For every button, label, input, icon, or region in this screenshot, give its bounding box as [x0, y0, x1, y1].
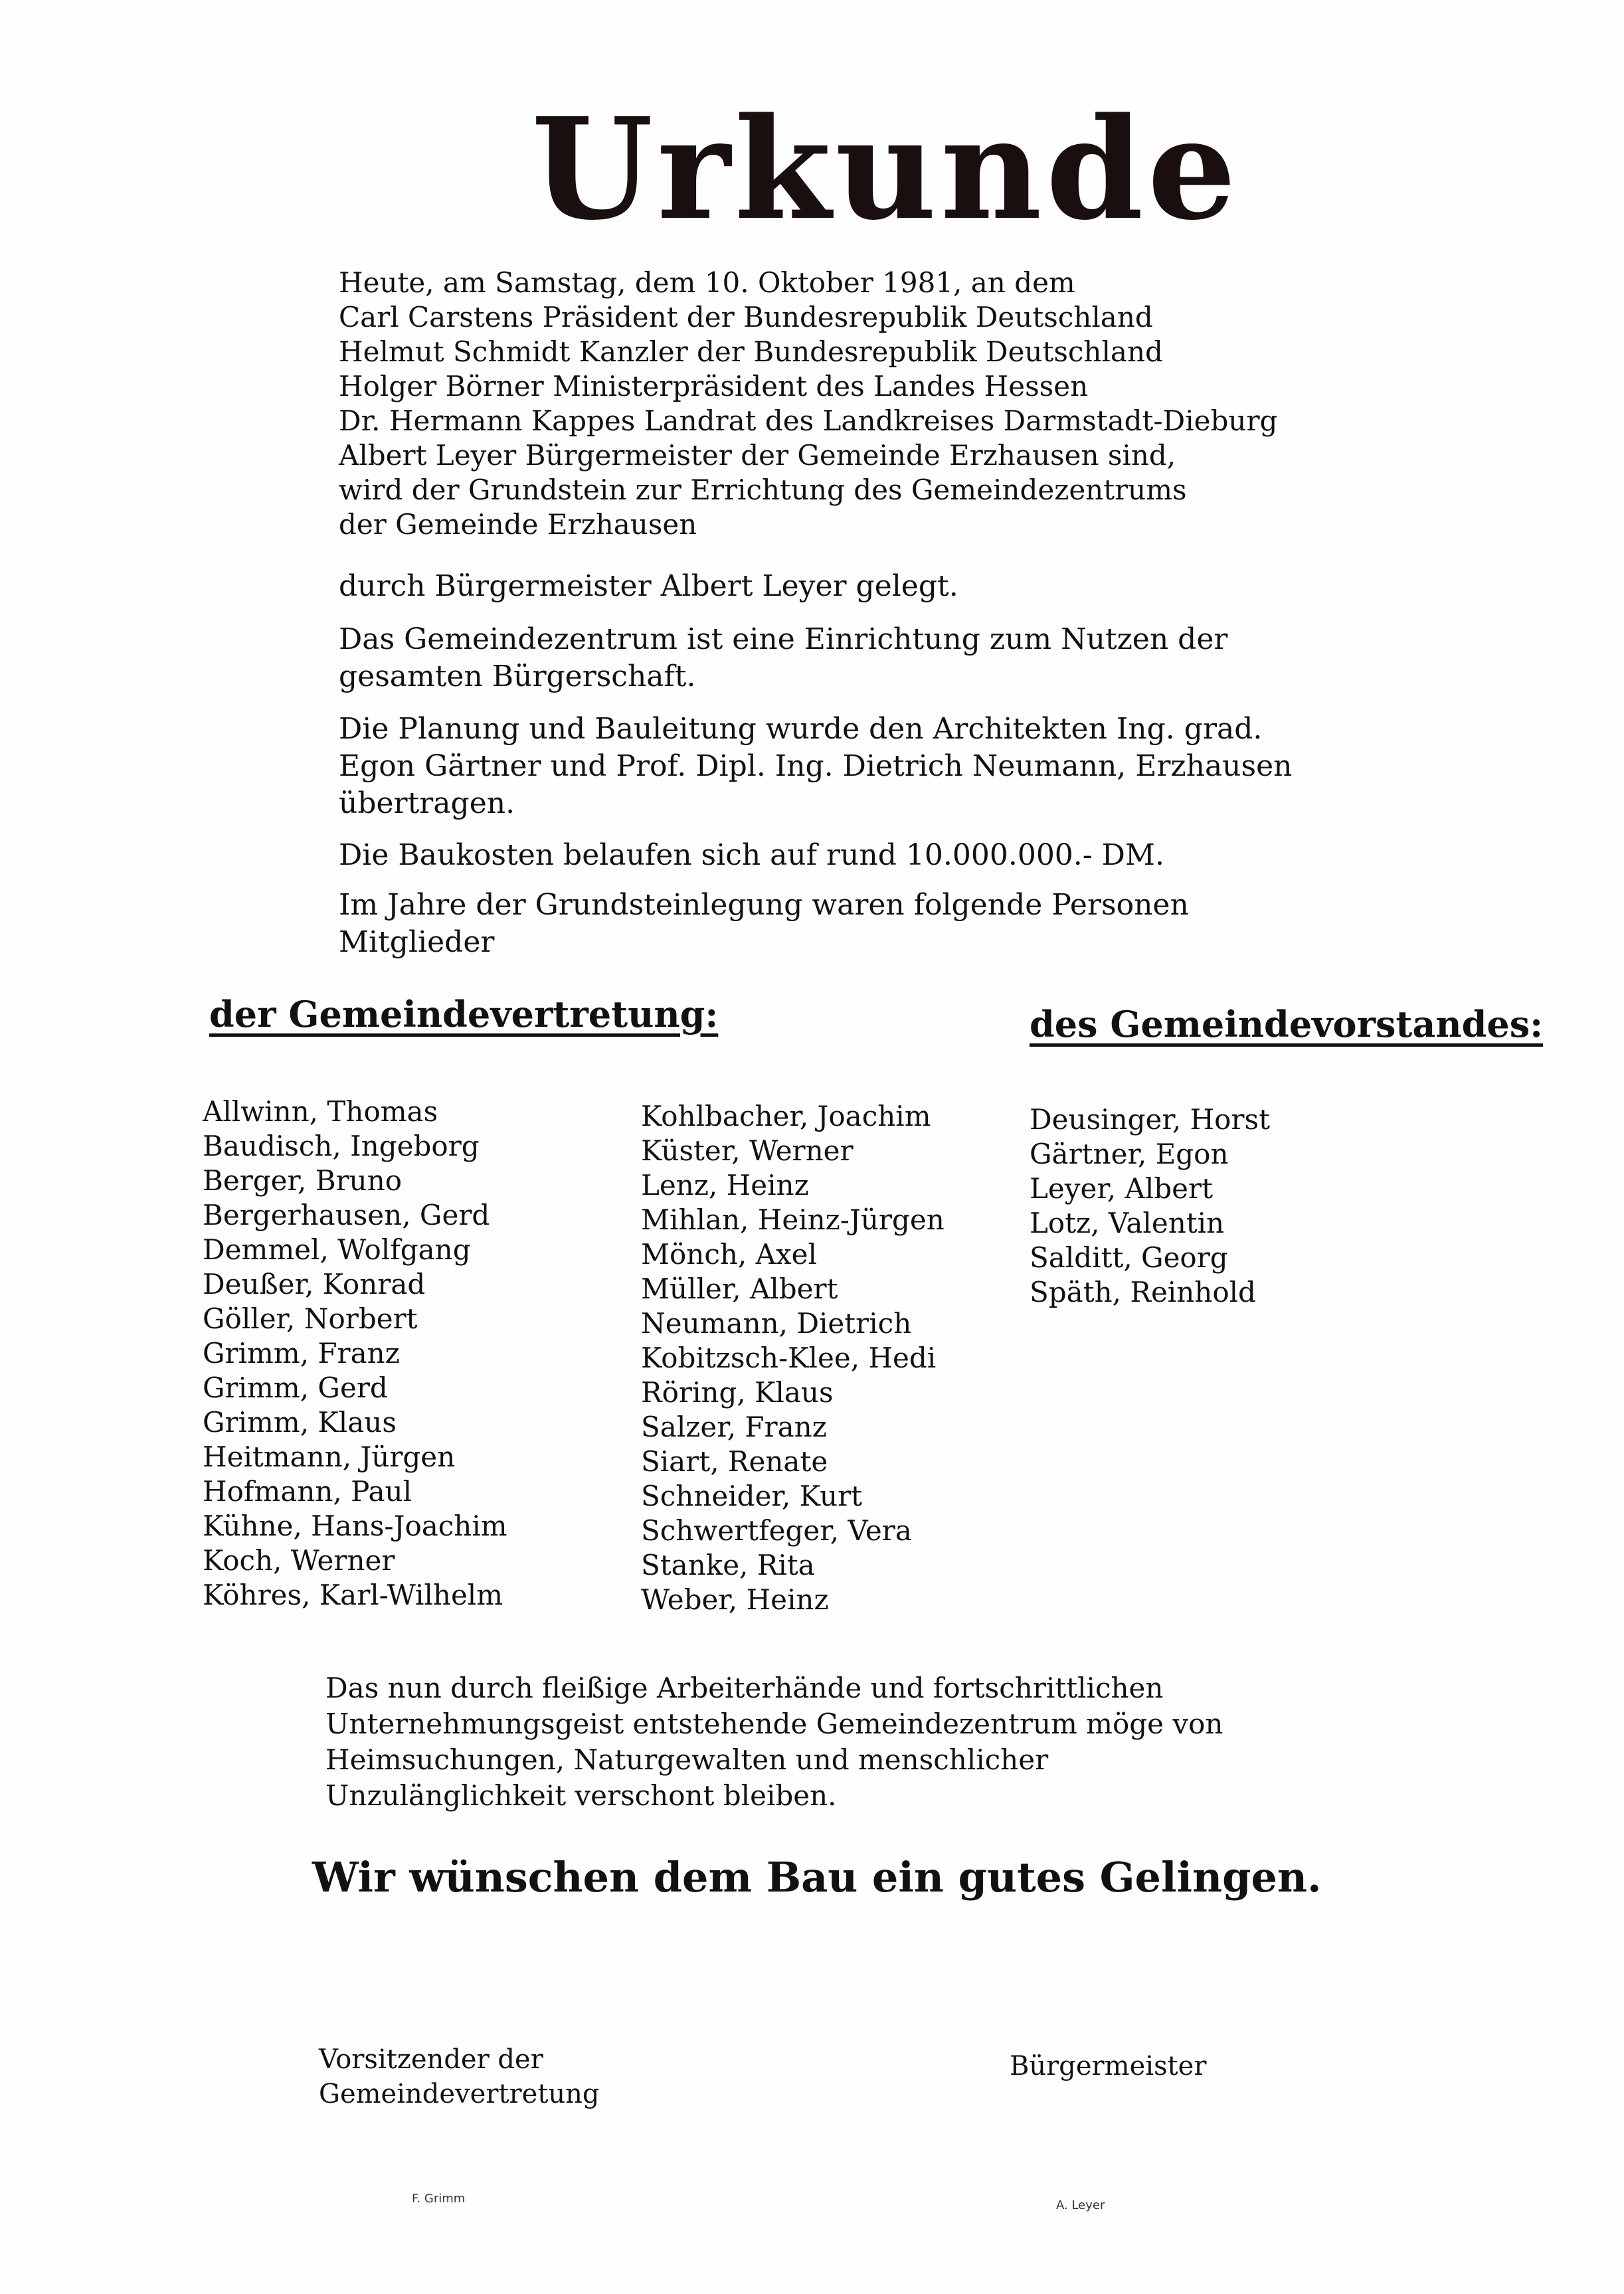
- paragraph-costs: Die Baukosten belaufen sich auf rund 10.000.000.- DM.: [339, 838, 1164, 872]
- names-column-2: [641, 1099, 945, 1617]
- signature-label-left: [319, 2042, 600, 2111]
- closing-paragraph: Das nun durch fleißige Arbeiterhände und fortschrittlichen Unternehmungsgeist entstehende Gemeindezentrum möge von Heimsuchungen, Naturgewalten und menschlicher Unzulänglichkeit verschont bleiben.: [325, 1672, 1223, 1812]
- member-name: Deußer, Konrad: [203, 1268, 426, 1300]
- member-name: Gärtner, Egon: [1030, 1138, 1229, 1170]
- member-name: Leyer, Albert: [1030, 1172, 1213, 1205]
- intro-line: Heute, am Samstag, dem 10. Oktober 1981, an dem: [339, 266, 1075, 299]
- member-name: Lotz, Valentin: [1030, 1207, 1225, 1239]
- member-name: Müller, Albert: [641, 1273, 838, 1305]
- member-name: Bergerhausen, Gerd: [203, 1199, 490, 1231]
- heading-gemeindevorstand: des Gemeindevorstandes:: [1030, 1003, 1544, 1045]
- member-name: Schwertfeger, Vera: [641, 1514, 912, 1547]
- intro-line: Albert Leyer Bürgermeister der Gemeinde Erzhausen sind,: [339, 439, 1176, 472]
- paragraph-laying: durch Bürgermeister Albert Leyer gelegt.: [339, 569, 958, 603]
- member-name: Deusinger, Horst: [1030, 1103, 1270, 1136]
- member-name: Röring, Klaus: [641, 1376, 834, 1409]
- intro-line: Carl Carstens Präsident der Bundesrepublik Deutschland: [339, 301, 1153, 333]
- member-name: Siart, Renate: [641, 1445, 828, 1478]
- document-title: Urkunde: [531, 87, 1241, 251]
- names-column-3: [1030, 1103, 1270, 1310]
- member-name: Küster, Werner: [641, 1134, 854, 1167]
- member-name: Salditt, Georg: [1030, 1241, 1228, 1274]
- member-name: Kobitzsch-Klee, Hedi: [641, 1342, 937, 1374]
- member-name: Lenz, Heinz: [641, 1169, 809, 1201]
- member-name: Schneider, Kurt: [641, 1480, 863, 1512]
- member-name: Mönch, Axel: [641, 1238, 817, 1271]
- member-name: Salzer, Franz: [641, 1411, 827, 1443]
- intro-line: Dr. Hermann Kappes Landrat des Landkreises Darmstadt-Dieburg: [339, 404, 1278, 437]
- member-name: Göller, Norbert: [203, 1302, 418, 1335]
- paragraph-purpose: Das Gemeindezentrum ist eine Einrichtung zum Nutzen der gesamten Bürgerschaft.: [339, 622, 1228, 693]
- paragraph-members: Im Jahre der Grundsteinlegung waren folgende Personen Mitglieder: [339, 888, 1189, 959]
- intro-line: Helmut Schmidt Kanzler der Bundesrepublik Deutschland: [339, 335, 1163, 368]
- member-name: Koch, Werner: [203, 1544, 395, 1577]
- member-name: Grimm, Gerd: [203, 1371, 388, 1404]
- member-name: Kohlbacher, Joachim: [641, 1100, 931, 1132]
- member-name: Kühne, Hans-Joachim: [203, 1510, 507, 1542]
- signature-label-right: Bürgermeister: [1010, 2051, 1207, 2081]
- signature-name-left: F. Grimm: [412, 2192, 466, 2206]
- member-name: Mihlan, Heinz-Jürgen: [641, 1203, 945, 1236]
- member-name: Baudisch, Ingeborg: [203, 1130, 480, 1162]
- intro-line: wird der Grundstein zur Errichtung des Gemeindezentrums: [339, 474, 1187, 506]
- member-name: Allwinn, Thomas: [203, 1095, 438, 1128]
- member-name: Grimm, Franz: [203, 1337, 400, 1369]
- member-name: Stanke, Rita: [641, 1549, 815, 1581]
- member-name: Grimm, Klaus: [203, 1406, 397, 1439]
- signature-label-left-line2: Gemeindevertretung: [319, 2079, 600, 2109]
- intro-line: der Gemeinde Erzhausen: [339, 508, 697, 541]
- names-column-1: [203, 1095, 507, 1613]
- member-name: Weber, Heinz: [641, 1583, 829, 1616]
- member-name: Köhres, Karl-Wilhelm: [203, 1579, 503, 1611]
- intro-line: Holger Börner Ministerpräsident des Landes Hessen: [339, 370, 1089, 402]
- member-name: Berger, Bruno: [203, 1164, 403, 1197]
- intro-block: [339, 266, 1302, 542]
- member-name: Späth, Reinhold: [1030, 1276, 1256, 1308]
- signature-label-left-line1: Vorsitzender der: [319, 2044, 543, 2075]
- member-name: Neumann, Dietrich: [641, 1307, 912, 1340]
- wish-line: Wir wünschen dem Bau ein gutes Gelingen.: [312, 1853, 1322, 1901]
- heading-gemeindevertretung: der Gemeindevertretung:: [209, 993, 719, 1035]
- member-name: Demmel, Wolfgang: [203, 1233, 471, 1266]
- member-name: Heitmann, Jürgen: [203, 1441, 456, 1473]
- member-name: Hofmann, Paul: [203, 1475, 412, 1508]
- paragraph-planning: Die Planung und Bauleitung wurde den Architekten Ing. grad. Egon Gärtner und Prof. Dipl. Ing. Dietrich Neumann, Erzhausen übertragen.: [339, 712, 1293, 820]
- signature-name-right: A. Leyer: [1056, 2198, 1105, 2212]
